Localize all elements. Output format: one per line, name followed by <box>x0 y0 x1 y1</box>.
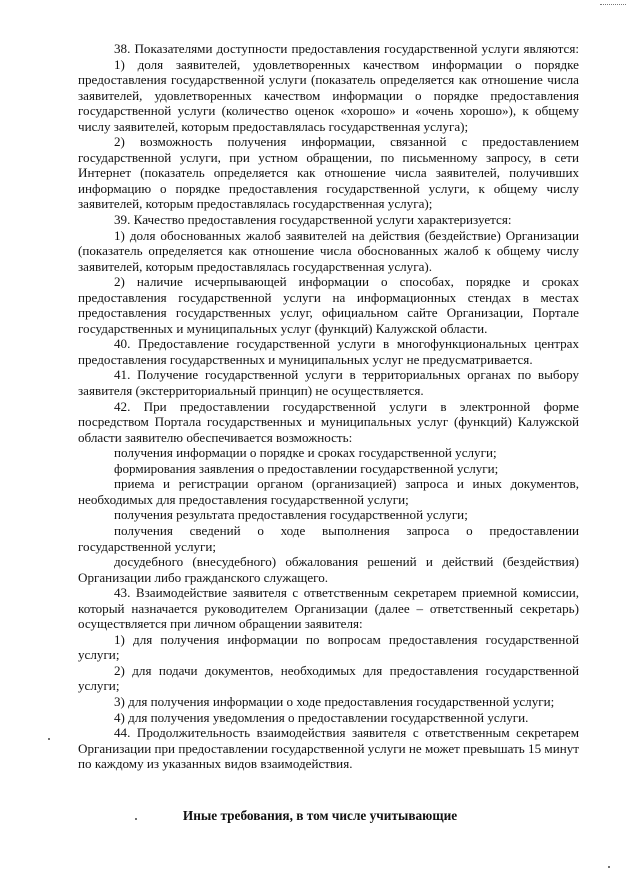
paragraph-41: 41. Получение государственной услуги в территориальных органах по выбору заявителя (экстерриториальный принцип) не осуществляется. <box>78 367 579 399</box>
scan-speck <box>608 866 610 868</box>
scan-artifact <box>600 4 626 7</box>
list-item: 1) для получения информации по вопросам предоставления государственной услуги; <box>78 631 579 663</box>
list-item: досудебного (внесудебного) обжалования решений и действий (бездействия) Организации либо гражданского служащего. <box>78 554 579 585</box>
list-item: приема и регистрации органом (организацией) запроса и иных документов, необходимых для предоставления государственной услуги; <box>78 476 579 507</box>
list-item: получения сведений о ходе выполнения запроса о предоставлении государственной услуги; <box>78 522 579 554</box>
section-heading: Иные требования, в том числе учитывающие <box>182 808 458 823</box>
paragraph-39-2: 2) наличие исчерпывающей информации о способах, порядке и сроках предоставления государственной услуги на информационных стендах в местах предоставления государственных услуг, официальном сайте Организации, Портале государственных и муниципальных услуг (функций) Калужской области. <box>78 274 579 336</box>
list-item: 3) для получения информации о ходе предоставления государственной услуги; <box>114 693 555 709</box>
list-item: 4) для получения уведомления о предоставлении государственной услуги. <box>114 709 529 725</box>
paragraph-43: 43. Взаимодействие заявителя с ответственным секретарем приемной комиссии, который назначается руководителем Организации (далее – ответственный секретарь) осуществляется при личном обращении заявителя: <box>78 585 579 632</box>
paragraph-38: 38. Показателями доступности предоставления государственной услуги являются: <box>114 41 579 56</box>
document-body <box>78 41 579 772</box>
paragraph-38-1: 1) доля заявителей, удовлетворенных качеством информации о порядке предоставления государственной услуги (показатель определяется как отношение числа заявителей, удовлетворенных качеством информации о порядке предоставления государственной услуги (количество оценок «хорошо» и «очень хорошо»), к общему числу заявителей, которым предоставлялась государственная услуга); <box>78 56 579 134</box>
list-item: получения информации о порядке и сроках государственной услуги; <box>114 445 497 461</box>
paragraph-42: 42. При предоставлении государственной услуги в электронной форме посредством Портала государственных и муниципальных услуг (функций) Калужской области заявителю обеспечивается возможность: <box>78 398 579 445</box>
scan-speck <box>48 738 50 740</box>
paragraph-40: 40. Предоставление государственной услуги в многофункциональных центрах предоставления государственных и муниципальных услуг не предусматривается. <box>78 336 579 367</box>
list-item: получения результата предоставления государственной услуги; <box>114 507 468 523</box>
paragraph-39: 39. Качество предоставления государственной услуги характеризуется: <box>114 212 512 228</box>
list-item: формирования заявления о предоставлении государственной услуги; <box>114 460 499 476</box>
paragraph-38-2: 2) возможность получения информации, связанной с предоставлением государственной услуги, при устном обращении, по письменному запросу, в сети Интернет (показатель определяется как отношение числа заявителей, получивших информацию о порядке предоставления государственной услуги, к общему числу заявителей, которым предоставлялась государственная услуга); <box>78 134 579 212</box>
paragraph-39-1: 1) доля обоснованных жалоб заявителей на действия (бездействие) Организации (показатель определяется как отношение числа обоснованных жалоб к общему числу заявителей, которым предоставлялась государственная услуга). <box>78 227 579 274</box>
list-item: 2) для подачи документов, необходимых для предоставления государственной услуги; <box>78 662 579 694</box>
paragraph-44: 44. Продолжительность взаимодействия заявителя с ответственным секретарем Организации при предоставлении государственной услуги не может превышать 15 минут по каждому из указанных видов взаимодействия. <box>78 725 579 772</box>
